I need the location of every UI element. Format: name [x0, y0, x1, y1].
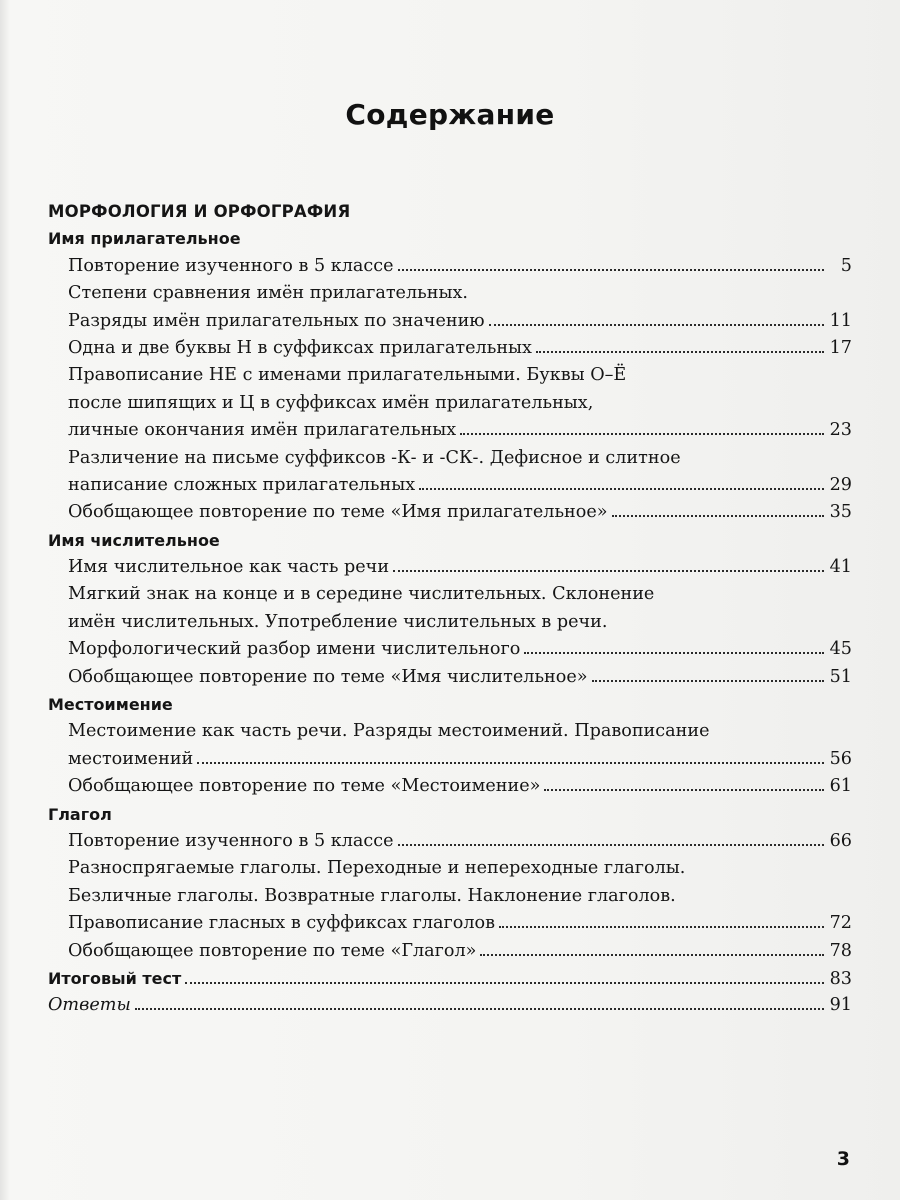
- dot-leader: [398, 269, 824, 271]
- dot-leader: [393, 570, 824, 572]
- dot-leader: [592, 680, 824, 682]
- toc-entry-line[interactable]: Различение на письме суффиксов -К- и -СК-. Дефисное и слитное: [68, 447, 681, 468]
- toc-entry-page: 78: [829, 940, 852, 961]
- toc-entry-title: Повторение изученного в 5 классе: [68, 830, 394, 851]
- dot-leader: [489, 324, 824, 326]
- toc-entry-title: Повторение изученного в 5 классе: [68, 255, 394, 276]
- table-of-contents: [48, 198, 852, 1020]
- toc-entry-title: Имя числительное как часть речи: [68, 557, 390, 578]
- section-heading-morphology: МОРФОЛОГИЯ И ОРФОГРАФИЯ: [48, 202, 351, 221]
- dot-leader: [135, 1008, 824, 1010]
- toc-entry-title: Морфологический разбор имени числительного: [68, 639, 521, 660]
- dot-leader: [480, 954, 823, 956]
- toc-entry-page: 72: [829, 913, 852, 934]
- toc-entry-page: 56: [829, 748, 852, 769]
- dot-leader: [197, 762, 823, 764]
- toc-entry-page: 83: [829, 968, 852, 989]
- toc-entry[interactable]: [48, 335, 852, 362]
- toc-entry-title: Ответы: [48, 995, 131, 1016]
- toc-entry-title: Обобщающее повторение по теме «Глагол»: [68, 940, 477, 961]
- toc-entry[interactable]: [48, 664, 852, 691]
- toc-entry-page: 91: [829, 995, 852, 1016]
- toc-entry-line[interactable]: Разноспрягаемые глаголы. Переходные и непереходные глаголы.: [68, 858, 686, 879]
- toc-entry-line[interactable]: имён числительных. Употребление числительных в речи.: [68, 611, 608, 632]
- toc-entry[interactable]: [48, 828, 852, 855]
- toc-entry-page: 23: [829, 420, 852, 441]
- toc-entry[interactable]: [48, 773, 852, 800]
- dot-leader: [419, 488, 823, 490]
- subsection-heading-verb: Глагол: [48, 804, 112, 824]
- toc-entry-title: написание сложных прилагательных: [68, 474, 416, 495]
- toc-entry-line[interactable]: Безличные глаголы. Возвратные глаголы. Наклонение глаголов.: [68, 885, 676, 906]
- toc-entry-title: Обобщающее повторение по теме «Имя числительное»: [68, 666, 588, 687]
- dot-leader: [536, 351, 824, 353]
- toc-entry-line[interactable]: Местоимение как часть речи. Разряды местоимений. Правописание: [68, 721, 710, 742]
- toc-entry-page: 29: [829, 474, 852, 495]
- dot-leader: [612, 515, 824, 517]
- page-number: 3: [836, 1148, 850, 1170]
- toc-entry[interactable]: [48, 417, 852, 444]
- page-title: Содержание: [345, 98, 555, 131]
- toc-entry-page: 11: [829, 310, 852, 331]
- toc-entry-line[interactable]: Правописание НЕ с именами прилагательными. Буквы О–Ё: [68, 365, 627, 386]
- subsection-heading-numeral: Имя числительное: [48, 530, 220, 550]
- toc-entry[interactable]: [48, 910, 852, 937]
- toc-entry-page: 61: [829, 776, 852, 797]
- toc-entry-page: 41: [829, 557, 852, 578]
- toc-entry-title: Обобщающее повторение по теме «Местоимение»: [68, 776, 541, 797]
- toc-entry[interactable]: [48, 746, 852, 773]
- subsection-heading-pronoun: Местоимение: [48, 695, 173, 715]
- toc-entry[interactable]: [48, 636, 852, 663]
- toc-entry-title: Итоговый тест: [48, 968, 182, 988]
- toc-entry[interactable]: [48, 499, 852, 526]
- toc-entry-title: Разряды имён прилагательных по значению: [68, 310, 485, 331]
- dot-leader: [544, 789, 823, 791]
- dot-leader: [460, 433, 823, 435]
- dot-leader: [524, 652, 823, 654]
- toc-entry-page: 35: [829, 502, 852, 523]
- toc-entry-page: 51: [829, 666, 852, 687]
- toc-entry[interactable]: [48, 472, 852, 499]
- dot-leader: [398, 844, 824, 846]
- subsection-heading-adjective: Имя прилагательное: [48, 229, 241, 249]
- toc-entry-title: местоимений: [68, 748, 194, 769]
- toc-entry-answers[interactable]: [48, 992, 852, 1019]
- toc-entry[interactable]: [48, 308, 852, 335]
- dot-leader: [185, 982, 823, 984]
- toc-entry[interactable]: [48, 554, 852, 581]
- toc-entry-title: Обобщающее повторение по теме «Имя прилагательное»: [68, 502, 608, 523]
- toc-entry-line[interactable]: после шипящих и Ц в суффиксах имён прилагательных,: [68, 392, 594, 413]
- toc-entry-page: 17: [829, 337, 852, 358]
- toc-entry[interactable]: [48, 253, 852, 280]
- dot-leader: [499, 926, 824, 928]
- toc-entry-title: Одна и две буквы Н в суффиксах прилагательных: [68, 337, 532, 358]
- page-gutter-shadow: [0, 0, 10, 1200]
- toc-entry-page: 5: [840, 255, 852, 276]
- toc-entry-line[interactable]: Степени сравнения имён прилагательных.: [68, 283, 468, 304]
- toc-entry-title: Правописание гласных в суффиксах глаголов: [68, 913, 496, 934]
- toc-entry-line[interactable]: Мягкий знак на конце и в середине числительных. Склонение: [68, 584, 655, 605]
- toc-entry[interactable]: [48, 938, 852, 965]
- toc-entry-title: личные окончания имён прилагательных: [68, 420, 457, 441]
- toc-entry-page: 66: [829, 830, 852, 851]
- toc-entry-page: 45: [829, 639, 852, 660]
- toc-entry-final-test[interactable]: [48, 965, 852, 992]
